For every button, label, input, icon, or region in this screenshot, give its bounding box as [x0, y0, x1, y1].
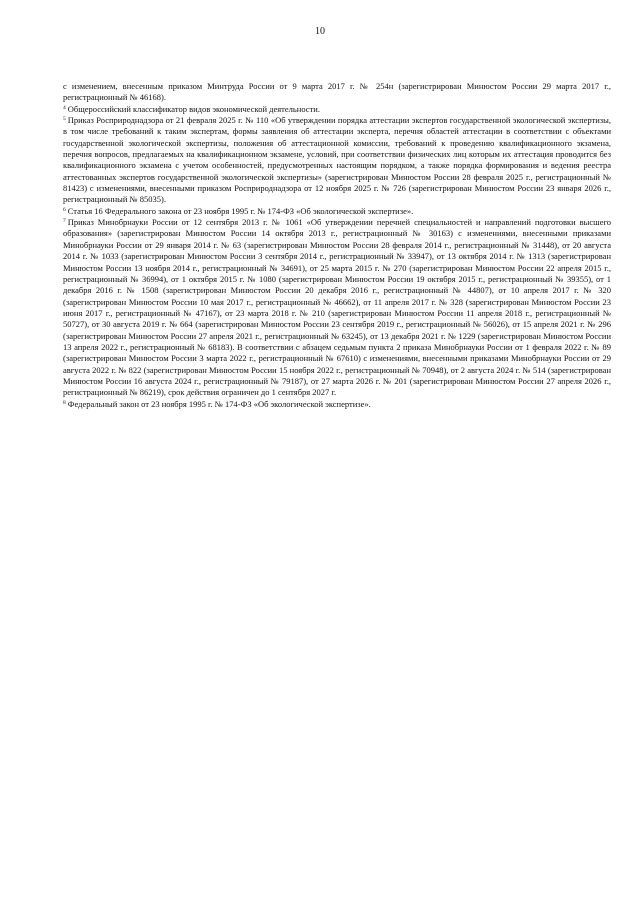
page-number: 10 — [315, 26, 325, 37]
footnote-mark: 5 — [63, 116, 66, 123]
footnote-8 — [63, 399, 611, 410]
footnote-continuation — [63, 81, 611, 104]
footnote-4 — [63, 104, 611, 115]
footnote-mark: 4 — [63, 104, 66, 111]
footnotes-block — [63, 81, 611, 410]
footnote-7 — [63, 217, 611, 399]
footnote-text: Приказ Минобрнауки России от 12 сентября 2013 г. № 1061 «Об утверждении перечней специальностей и направлений подготовки высшего образования» (зарегистрирован Минюстом России 14 октября 2013 г., регистрационный № 30163) с изменениями, внесенными приказами Минобрнауки России от 29 января 2014 г. № 63 (зарегистрирован Минюстом России 28 февраля 2014 г., регистрационный № 31448), от 20 августа 2014 г. № 1033 (зарегистрирован Минюстом России 3 сентября 2014 г., регистрационный № 33947), от 13 октября 2014 г. № 1313 (зарегистрирован Минюстом России 13 ноября 2014 г., регистрационный № 34691), от 25 марта 2015 г. № 270 (зарегистрирован Минюстом России 22 апреля 2015 г., регистрационный № 36994), от 1 октября 2015 г. № 1080 (зарегистрирован Минюстом России 19 октября 2015 г., регистрационный № 39355), от 1 декабря 2016 г. № 1508 (зарегистрирован Минюстом России 20 декабря 2016 г., регистрационный № 44807), от 10 апреля 2017 г. № 320 (зарегистрирован Минюстом России 10 мая 2017 г., регистрационный № 46662), от 11 апреля 2017 г. № 328 (зарегистрирован Минюстом России 23 июня 2017 г., регистрационный № 47167), от 23 марта 2018 г. № 210 (зарегистрирован Минюстом России 11 апреля 2018 г., регистрационный № 50727), от 30 августа 2019 г. № 664 (зарегистрирован Минюстом России 23 сентября 2019 г., регистрационный № 56026), от 15 апреля 2021 г. № 296 (зарегистрирован Минюстом России 27 апреля 2021 г., регистрационный № 63245), от 13 декабря 2021 г. № 1229 (зарегистрирован Минюстом России 13 апреля 2022 г., регистрационный № 68183). В соответствии с абзацем седьмым пункта 2 приказа Минобрнауки России от 1 февраля 2022 г. № 89 (зарегистрирован Минюстом России 3 марта 2022 г., регистрационный № 67610) с изменениями, внесенными приказами Минобрнауки России от 29 августа 2022 г. № 822 (зарегистрирован Минюстом России 15 ноября 2022 г., регистрационный № 70948), от 2 августа 2024 г. № 514 (зарегистрирован Минюстом России 16 августа 2024 г., регистрационный № 79187), от 27 марта 2026 г. № 201 (зарегистрирован Минюстом России 27 апреля 2026 г., регистрационный № 86219), срок действия ограничен до 1 сентября 2027 г. — [63, 217, 611, 398]
footnote-text: с изменением, внесенным приказом Минтруда России от 9 марта 2017 г. № 254н (зарегистрирован Минюстом России 29 марта 2017 г., регистрационный № 46168). — [63, 81, 611, 103]
footnote-text: Общероссийский классификатор видов экономической деятельности. — [67, 103, 320, 114]
footnote-mark: 7 — [63, 218, 66, 225]
footnote-mark: 6 — [63, 206, 66, 213]
footnote-text: Приказ Росприроднадзора от 21 февраля 2025 г. № 110 «Об утверждении порядка аттестации экспертов государственной экологической экспертизы, в том числе требований к таким экспертам, формы заявления об аттестации эксперта, перечня областей аттестации в соответствии с объектами государственной экологической экспертизы, положения об аттестационной комиссии, требований к проведению квалификационного экзамена, перечня вопросов, предлагаемых на квалификационном экзамене, условий, при соответствии физических лиц которым их аттестация проводится без квалификационного экзамена с учетом особенностей, предусмотренных настоящим порядком, а также порядка формирования и ведения реестра аттестованных экспертов государственной экологической экспертизы» (зарегистрирован Минюстом России 28 февраля 2025 г., регистрационный № 81423) с изменениями, внесенными приказом Росприроднадзора от 12 ноября 2025 г. № 726 (зарегистрирован Минюстом России 23 января 2026 г., регистрационный № 85035). — [63, 115, 611, 205]
footnote-text: Статья 16 Федерального закона от 23 ноября 1995 г. № 174-ФЗ «Об экологической экспертизе». — [67, 205, 414, 216]
footnote-mark: 8 — [63, 399, 66, 406]
footnote-6 — [63, 206, 611, 217]
footnote-5 — [63, 115, 611, 206]
footnote-text: Федеральный закон от 23 ноября 1995 г. № 174-ФЗ «Об экологической экспертизе». — [67, 398, 371, 409]
